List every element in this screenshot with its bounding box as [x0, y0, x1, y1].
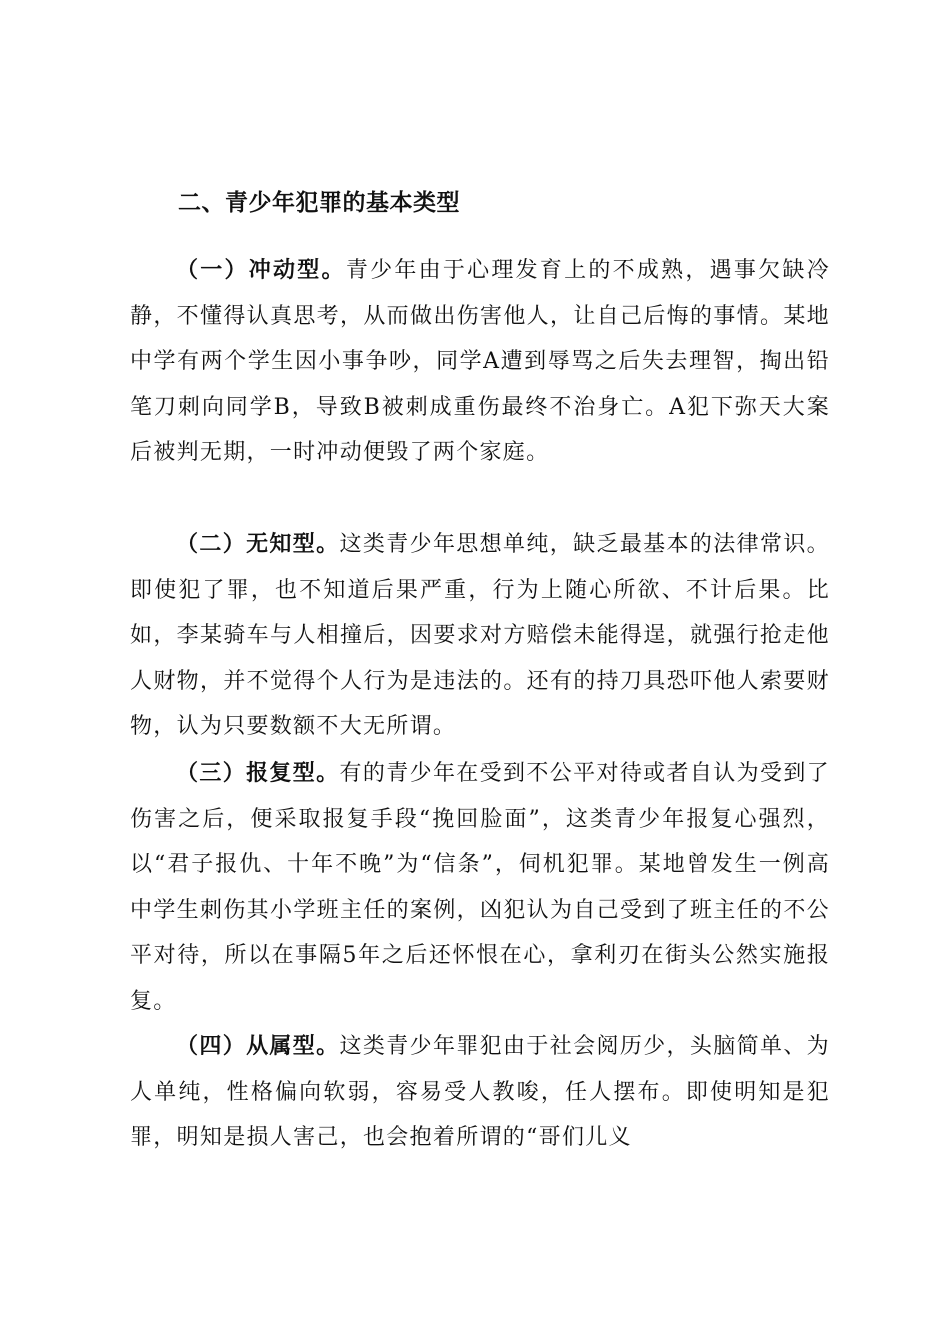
paragraph-subordinate-type — [130, 1024, 830, 1161]
section-heading: 二、青少年犯罪的基本类型 — [178, 190, 460, 216]
paragraph-ignorant-type — [130, 522, 830, 750]
paragraph-label: （三）报复型。 — [176, 760, 340, 786]
paragraph-text: 青少年由于心理发育上的不成熟，遇事欠缺冷静，不懂得认真思考，从而做出伤害他人，让自己后悔的事情。某地中学有两个学生因小事争吵，同学A遭到辱骂之后失去理智，掏出铅笔刀刺向同学B，导致B被刺成重伤最终不治身亡。A犯下弥天大案后被判无期，一时冲动便毁了两个家庭。 — [130, 258, 830, 465]
paragraph-label: （四）从属型。 — [176, 1033, 340, 1059]
paragraph-label: （二）无知型。 — [176, 531, 340, 557]
paragraph-text: 这类青少年思想单纯，缺乏最基本的法律常识。即使犯了罪，也不知道后果严重，行为上随心所欲、不计后果。比如，李某骑车与人相撞后，因要求对方赔偿未能得逞，就强行抢走他人财物，并不觉得个人行为是违法的。还有的持刀具恐吓他人索要财物，认为只要数额不大无所谓。 — [130, 532, 830, 739]
paragraph-impulsive-type — [130, 248, 830, 476]
paragraph-revenge-type — [130, 751, 830, 1024]
paragraph-text: 这类青少年罪犯由于社会阅历少，头脑简单、为人单纯，性格偏向软弱，容易受人教唆，任人摆布。即使明知是犯罪，明知是损人害己，也会抱着所谓的“哥们儿义 — [130, 1034, 830, 1150]
paragraph-text: 有的青少年在受到不公平对待或者自认为受到了伤害之后，便采取报复手段“挽回脸面”，这类青少年报复心强烈，以“君子报仇、十年不晚”为“信条”，伺机犯罪。某地曾发生一例高中学生刺伤其小学班主任的案例，凶犯认为自己受到了班主任的不公平对待，所以在事隔5年之后还怀恨在心，拿利刃在街头公然实施报复。 — [130, 761, 830, 1014]
paragraph-label: （一）冲动型。 — [176, 257, 346, 283]
